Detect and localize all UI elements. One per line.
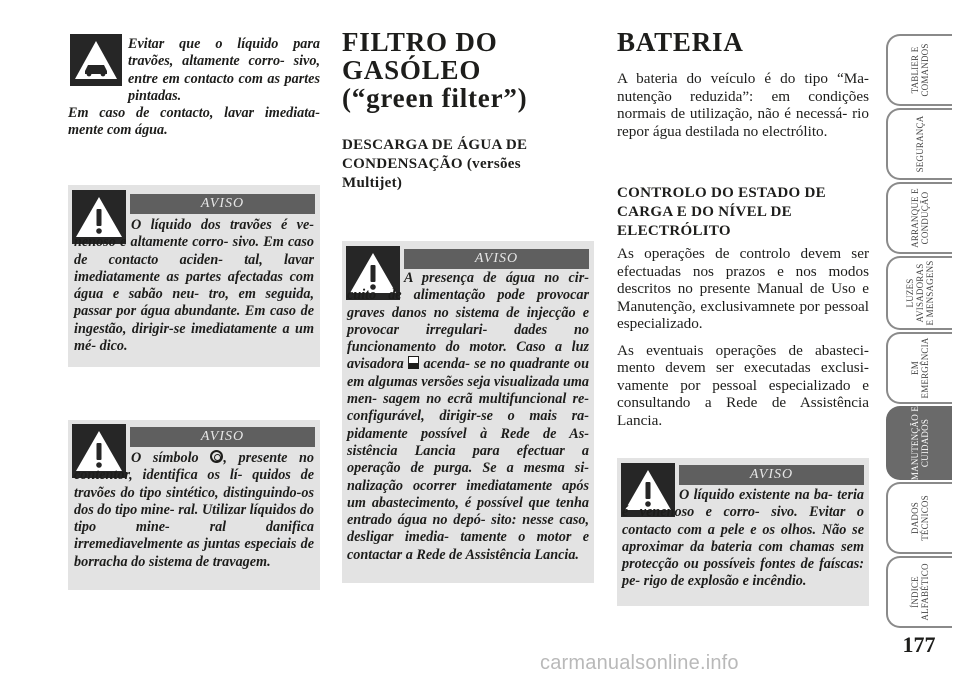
battery-para-1: As operações de controlo devem ser efectuadas nos prazos e nos modos descritos no presente Manual de Uso e Manutenção, exclusivamnete por pessoal especializado. xyxy=(617,245,869,332)
battery-body xyxy=(617,245,869,429)
tab-seguranca[interactable] xyxy=(886,108,952,180)
aviso-label: AVISO xyxy=(404,249,589,269)
tab-label: DADOS TÉCNICOS xyxy=(910,495,930,541)
battery-warning-text: O líquido existente na ba- teria é venenoso e corro- sivo. Evitar o contacto com a pele e os olhos. Não se aproximar da bateria com chamas sem protecção ou possíveis fontes de faíscas: pe- rigo de explosão e incêndio. xyxy=(622,487,864,590)
warning1-text: O líquido dos travões é ve- nenoso e altamente corro- sivo. Em caso de contacto aciden- tal, lavar imediatamente as partes afectadas com água e sabão neu- tro, em seguida, passar por água abundante. Em caso de ingestão, dirigir-se imediatamente a um mé- dico. xyxy=(74,217,314,355)
tab-em-emergencia[interactable] xyxy=(886,332,952,404)
tab-luzes-avisadoras[interactable] xyxy=(886,256,952,330)
battery-section xyxy=(617,28,869,438)
page-title-diesel-filter: FILTRO DO GASÓLEO (“green filter”) xyxy=(342,27,528,113)
aviso-label: AVISO xyxy=(130,427,315,447)
warning2-text xyxy=(74,450,314,571)
tab-label: ARRANQUE E CONDUÇÃO xyxy=(910,188,930,248)
page-number: 177 xyxy=(902,632,936,657)
tab-manutencao-cuidados[interactable] xyxy=(886,406,952,480)
tab-tablier-comandos[interactable] xyxy=(886,34,952,106)
diesel-filter-section xyxy=(342,28,592,193)
water-warning-text-pre: A presença de água no cir- cuito de alimentação pode provocar graves danos no sistema de injecção e provocar irregulari- dades no funcionamento do motor. Caso a luz avisadora xyxy=(347,270,589,373)
tab-label: ÍNDICE ALFABÉTICO xyxy=(910,563,930,621)
battery-intro: A bateria do veículo é do tipo “Ma- nutenção reduzida”: em condições normais de utilização, não é necessá- rio repor água destilada no electrólito. xyxy=(617,70,869,140)
warning2-text-pre: O símbolo xyxy=(131,450,199,466)
watermark: carmanualsonline.info xyxy=(540,652,739,674)
tab-label: MANUTENÇÃO E CUIDADOS xyxy=(910,405,930,481)
tab-label: LUZES AVISADORAS E MENSAGENS xyxy=(905,260,935,326)
water-warning-text xyxy=(347,270,589,564)
water-in-diesel-icon xyxy=(408,356,419,369)
water-warning-text-post: acenda- se no quadrante ou em algumas versões seja visualizada uma men- sagem no ecrã multifuncional re- configurável, dirigir-se o mais ra- pidamente possível à Rede de As- sistência Lancia para efectuar a operação de purga. Se a mesma si- nalização ocorrer imediatamente após um abastecimento, é possível que tenha entrado água no depó- sito: nesse caso, desligar imedia- tamente o motor e contactar a Rede de Assistência Lancia. xyxy=(347,356,589,563)
aviso-label: AVISO xyxy=(130,194,315,214)
note-first-part: Evitar que o líquido para travões, altamente corro- sivo, entre em contacto com as partes pintadas. xyxy=(128,36,320,104)
tab-label: EM EMERGÊNCIA xyxy=(910,337,930,399)
condensation-subtitle: DESCARGA DE ÁGUA DE CONDENSAÇÃO (versões Multijet) xyxy=(342,137,528,191)
tab-dados-tecnicos[interactable] xyxy=(886,482,952,554)
tab-label: TABLIER E COMANDOS xyxy=(910,43,930,97)
brake-fluid-paint-note xyxy=(68,36,320,140)
synthetic-symbol-icon xyxy=(210,450,223,463)
tab-indice-alfabetico[interactable] xyxy=(886,556,952,628)
page-title-battery: BATERIA xyxy=(617,27,744,57)
aviso-label: AVISO xyxy=(679,465,864,485)
battery-check-subtitle: CONTROLO DO ESTADO DE CARGA E DO NÍVEL DE ELECTRÓLITO xyxy=(617,185,826,239)
note-rest: Em caso de contacto, lavar imediata- mente com água. xyxy=(68,105,320,139)
warning2-text-post: , presente no contentor, identifica os lí- quidos de travões do tipo sintético, distinguindo-os dos do tipo mine- ral. Utilizar líquidos do tipo mine- ral danifica irremediavelmente as juntas especiais de borracha do sistema de travagem. xyxy=(74,450,315,570)
battery-para-2: As eventuais operações de abasteci- mento devem ser executadas exclusi- vamente por pessoal especializado e consultando a Rede de Assistência Lancia. xyxy=(617,341,869,429)
tab-label: SEGURANÇA xyxy=(915,115,925,173)
tab-arranque-conducao[interactable] xyxy=(886,182,952,254)
